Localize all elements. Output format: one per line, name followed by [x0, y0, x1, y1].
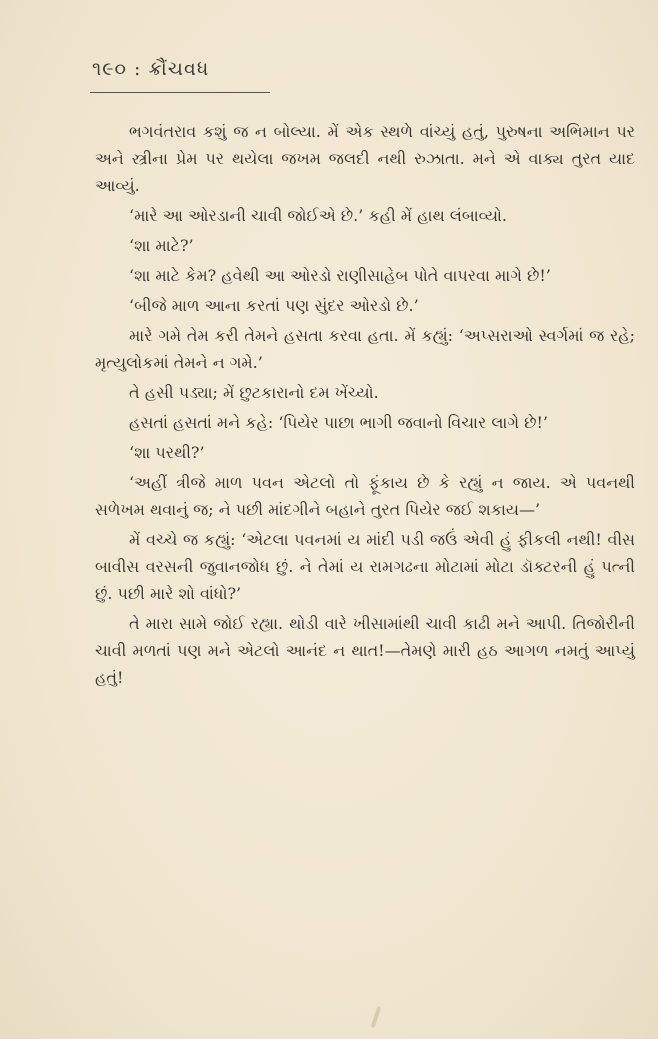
header-separator: : — [134, 58, 142, 80]
paragraph: ‘અહીં ત્રીજે માળ પવન એટલો તો ફૂંકાય છે કે રહ્યું ન જાય. એ પવનથી સળેખમ થવાનું જ; ને પછી માંદગીને બહાને તુરત પિયેર જઈ શકાય—’ — [95, 473, 635, 519]
paper-mark — [371, 1006, 382, 1028]
body-text — [95, 118, 635, 694]
page-number: ૧૯૦ — [92, 58, 127, 80]
paragraph: ‘શા માટે કેમ? હવેથી આ ઓરડો રાણીસાહેબ પોતે વાપરવા માગે છે!’ — [129, 266, 551, 285]
paragraph: મેં વચ્ચે જ કહ્યું: ‘એટલા પવનમાં ય માંદી પડી જઉં એવી હું ફીકલી નથી! વીસ બાવીસ વરસની જુવાનજોધ છું. ને તેમાં ય રામગઢના મોટામાં મોટા ડૉક્ટરની હું પત્ની છું. પછી મારે શો વાંધો?’ — [95, 530, 635, 603]
paragraph: ‘શા પરથી?’ — [129, 443, 205, 462]
paragraph: ‘મારે આ ઓરડાની ચાવી જોઈએ છે.’ કહી મેં હાથ લંબાવ્યો. — [129, 206, 508, 225]
paragraph: હસતાં હસતાં મને કહે: ‘પિયેર પાછા ભાગી જવાનો વિચાર લાગે છે!’ — [129, 413, 548, 432]
header-rule — [90, 92, 270, 93]
paragraph: ‘શા માટે?’ — [129, 236, 194, 255]
paragraph: ભગવંતરાવ કશું જ ન બોલ્યા. મેં એક સ્થળે વાંચ્યું હતું, પુરુષના અભિમાન પર અને સ્ત્રીના પ્રેમ પર થયેલા જખમ જલદી નથી રુઝાતા. મને એ વાક્ય તુરત યાદ આવ્યું. — [95, 122, 635, 195]
paragraph: તે મારા સામે જોઈ રહ્યા. થોડી વારે ખીસામાંથી ચાવી કાઢી મને આપી. તિજોરીની ચાવી મળતાં પણ મને એટલો આનંદ ન થાત!—તેમણે મારી હઠ આગળ નમતું આપ્યું હતું! — [95, 614, 635, 687]
paragraph: ‘બીજે માળ આના કરતાં પણ સુંદર ઓરડો છે.’ — [129, 296, 419, 315]
running-header — [92, 58, 209, 80]
paragraph: મારે ગમે તેમ કરી તેમને હસતા કરવા હતા. મેં કહ્યું: ‘અપ્સરાઓ સ્વર્ગમાં જ રહે; મૃત્યુલોકમાં તેમને ન ગમે.’ — [95, 326, 635, 372]
paragraph: તે હસી પડ્યા; મેં છુટકારાનો દમ ખેંચ્યો. — [129, 383, 379, 402]
book-title: ક્રૌંચવધ — [148, 58, 210, 80]
